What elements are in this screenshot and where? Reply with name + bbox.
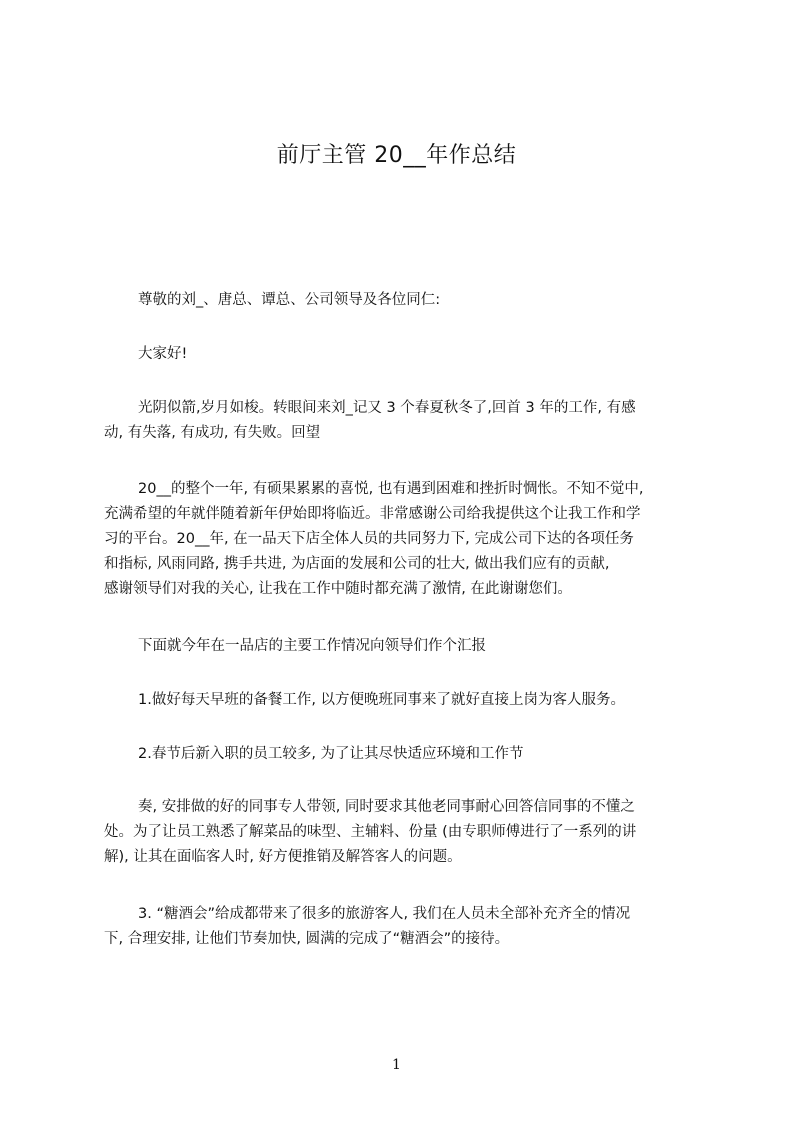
list-item-1 xyxy=(104,688,708,713)
paragraph-line: 1.做好每天早班的备餐工作, 以方便晚班同事来了就好直接上岗为客人服务。 xyxy=(138,692,626,708)
list-item-2 xyxy=(104,742,708,767)
paragraph-line: 处。为了让员工熟悉了解菜品的味型、主辅料、份量 (由专职师傅进行了一系列的讲 xyxy=(104,824,637,840)
paragraph-line: 20__的整个一年, 有硕果累累的喜悦, 也有遇到困难和挫折时惆怅。不知不觉中, xyxy=(138,481,644,497)
paragraph-line: 和指标, 风雨同路, 携手共进, 为店面的发展和公司的壮大, 做出我们应有的贡献, xyxy=(104,556,610,572)
salutation xyxy=(104,288,708,313)
greeting xyxy=(104,342,708,367)
page-number: 1 xyxy=(392,1057,401,1073)
paragraph-line: 下面就今年在一品店的主要工作情况向领导们作个汇报 xyxy=(138,638,486,654)
paragraph-line: 光阴似箭,岁月如梭。转眼间来刘_记又 3 个春夏秋冬了,回首 3 年的工作, 有感 xyxy=(138,400,636,416)
paragraph-line: 2.春节后新入职的员工较多, 为了让其尽快适应环境和工作节 xyxy=(138,746,524,762)
salutation-line: 尊敬的刘_、唐总、谭总、公司领导及各位同仁: xyxy=(138,292,441,308)
paragraph-line: 奏, 安排做的好的同事专人带领, 同时要求其他老同事耐心回答信同事的不懂之 xyxy=(138,799,635,815)
greeting-line: 大家好! xyxy=(138,346,188,362)
paragraph-line: 下, 合理安排, 让他们节奏加快, 圆满的完成了“糖酒会”的接待。 xyxy=(104,931,510,947)
paragraph-line: 感谢领导们对我的关心, 让我在工作中随时都充满了激情, 在此谢谢您们。 xyxy=(104,581,572,597)
paragraph-3 xyxy=(104,634,708,659)
paragraph-line: 解), 让其在面临客人时, 好方便推销及解答客人的问题。 xyxy=(104,849,462,865)
paragraph-2 xyxy=(104,477,708,602)
list-item-3 xyxy=(104,902,708,952)
document-title: 前厅主管 20__年作总结 xyxy=(276,143,517,168)
paragraph-line: 习的平台。20__年, 在一品天下店全体人员的共同努力下, 完成公司下达的各项任务 xyxy=(104,531,634,547)
paragraph-1 xyxy=(104,396,708,446)
paragraph-line: 动, 有失落, 有成功, 有失败。回望 xyxy=(104,425,321,441)
paragraph-line: 3. “糖酒会”给成都带来了很多的旅游客人, 我们在人员未全部补充齐全的情况 xyxy=(138,906,631,922)
paragraph-4 xyxy=(104,795,708,870)
paragraph-line: 充满希望的年就伴随着新年伊始即将临近。非常感谢公司给我提供这个让我工作和学 xyxy=(104,506,641,522)
